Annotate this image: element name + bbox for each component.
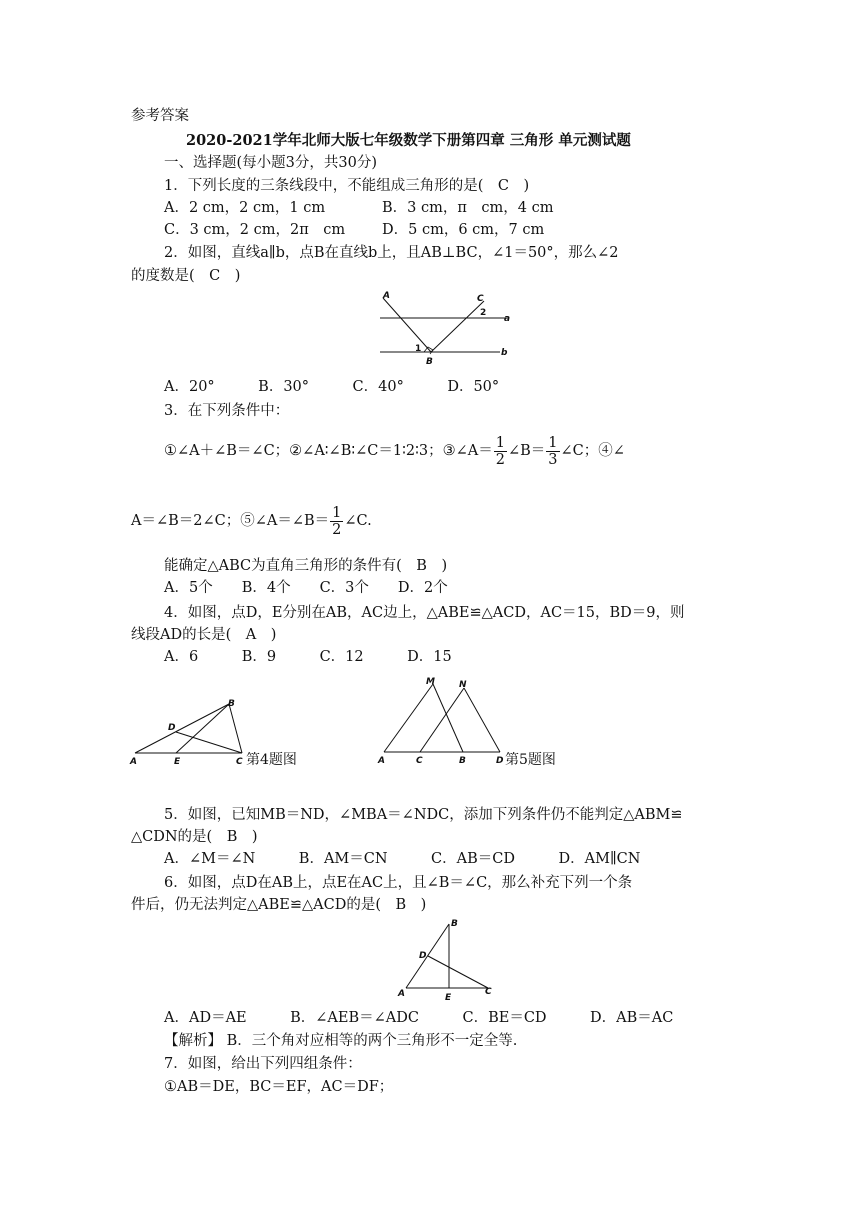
q3-cond1-part1: ①∠A＋∠B＝∠C；②∠A∶∠B∶∠C＝1∶2∶3；③∠A＝ [164, 443, 493, 459]
q3-fraction-half: $\frac{1}{2}$ [495, 434, 505, 468]
q6-options: A．AD＝AE B．∠AEB＝∠ADC C．BE＝CD D．AB＝AC [164, 1010, 674, 1026]
q2-label-one: 1 [415, 344, 422, 354]
q2-label-c-point: C [477, 294, 484, 304]
q6-stem-line2: 件后，仍无法判定△ABE≌△ACD的是( B ) [131, 897, 427, 913]
q4-label-d: D [168, 723, 176, 733]
answer-header: 参考答案 [131, 108, 189, 124]
q6-label-e: E [445, 993, 452, 1003]
q4-options: A．6 B．9 C．12 D．15 [164, 649, 452, 665]
q4-label-b: B [228, 699, 235, 709]
q4-stem-line1: 4．如图，点D，E分别在AB，AC边上，△ABE≌△ACD，AC＝15，BD＝9，则 [164, 605, 685, 621]
q4-label-e: E [174, 757, 181, 767]
q2-label-b-point: B [426, 357, 433, 367]
q5-label-n: N [459, 680, 467, 690]
q6-label-c: C [485, 987, 492, 997]
q4-label-c: C [236, 757, 243, 767]
q3-question: 能确定△ABC为直角三角形的条件有( B ) [164, 558, 448, 574]
q4-caption: 第4题图 [246, 752, 297, 768]
q1-option-a: A．2 cm，2 cm，1 cm [164, 200, 326, 216]
q6-figure [394, 916, 504, 1004]
q1-option-b: B．3 cm，π cm，4 cm [382, 200, 554, 216]
q6-label-b: B [451, 919, 458, 929]
q6-analysis: 【解析】 B．三个角对应相等的两个三角形不一定全等. [164, 1033, 518, 1049]
q3-cond1-part3: ∠C；④∠ [560, 443, 625, 459]
q5-caption: 第5题图 [505, 752, 556, 768]
q5-stem-line2: △CDN的是( B ) [131, 829, 258, 845]
q4-stem-line2: 线段AD的长是( A ) [131, 627, 277, 643]
q2-label-line-b: b [501, 348, 508, 358]
page-title: 2020-2021学年北师大版七年级数学下册第四章 三角形 单元测试题 [186, 132, 631, 149]
q3-stem: 3．在下列条件中： [164, 403, 290, 419]
q3-fraction-third: $\frac{1}{3}$ [548, 434, 558, 468]
q7-condition-1: ①AB＝DE，BC＝EF，AC＝DF； [164, 1079, 394, 1095]
q5-label-b: B [459, 756, 466, 766]
q3-fraction-half-2: $\frac{1}{2}$ [332, 504, 342, 538]
q4-label-a: A [130, 757, 137, 767]
q2-label-line-a: a [504, 314, 511, 324]
q3-cond2-part2: ∠C. [344, 513, 372, 529]
q2-options: A．20° B．30° C．40° D．50° [164, 379, 500, 395]
q2-figure [370, 288, 520, 370]
q7-stem: 7．如图，给出下列四组条件： [164, 1056, 362, 1072]
q2-label-two: 2 [480, 308, 487, 318]
q3-conditions-line2 [131, 503, 372, 539]
q2-stem-line1: 2．如图，直线a∥b，点B在直线b上，且AB⊥BC，∠1＝50°，那么∠2 [164, 245, 619, 261]
q5-figure [378, 672, 508, 768]
q5-label-a: A [378, 756, 385, 766]
q6-label-d: D [419, 951, 427, 961]
section-heading: 一、选择题(每小题3分，共30分) [164, 155, 377, 171]
q1-stem: 1．下列长度的三条线段中，不能组成三角形的是( C ) [164, 178, 530, 194]
q5-options: A．∠M＝∠N B．AM＝CN C．AB＝CD D．AM∥CN [164, 851, 641, 867]
q2-stem-line2: 的度数是( C ) [131, 268, 241, 284]
q5-label-m: M [426, 677, 435, 687]
q5-label-d: D [496, 756, 504, 766]
q3-conditions-line1 [164, 433, 625, 469]
q6-label-a: A [398, 989, 405, 999]
q3-cond1-part2: ∠B＝ [507, 443, 546, 459]
q3-cond2-part1: A＝∠B＝2∠C；⑤∠A＝∠B＝ [131, 513, 330, 529]
q5-stem-line1: 5．如图，已知MB＝ND，∠MBA＝∠NDC，添加下列条件仍不能判定△ABM≌ [164, 807, 683, 823]
q1-option-c: C．3 cm，2 cm，2π cm [164, 222, 346, 238]
q3-options: A．5个 B．4个 C．3个 D．2个 [164, 580, 448, 596]
q6-stem-line1: 6．如图，点D在AB上，点E在AC上，且∠B＝∠C，那么补充下列一个条 [164, 875, 633, 891]
q5-label-c: C [416, 756, 423, 766]
q1-option-d: D．5 cm，6 cm，7 cm [382, 222, 545, 238]
q2-label-a-point: A [383, 291, 390, 301]
